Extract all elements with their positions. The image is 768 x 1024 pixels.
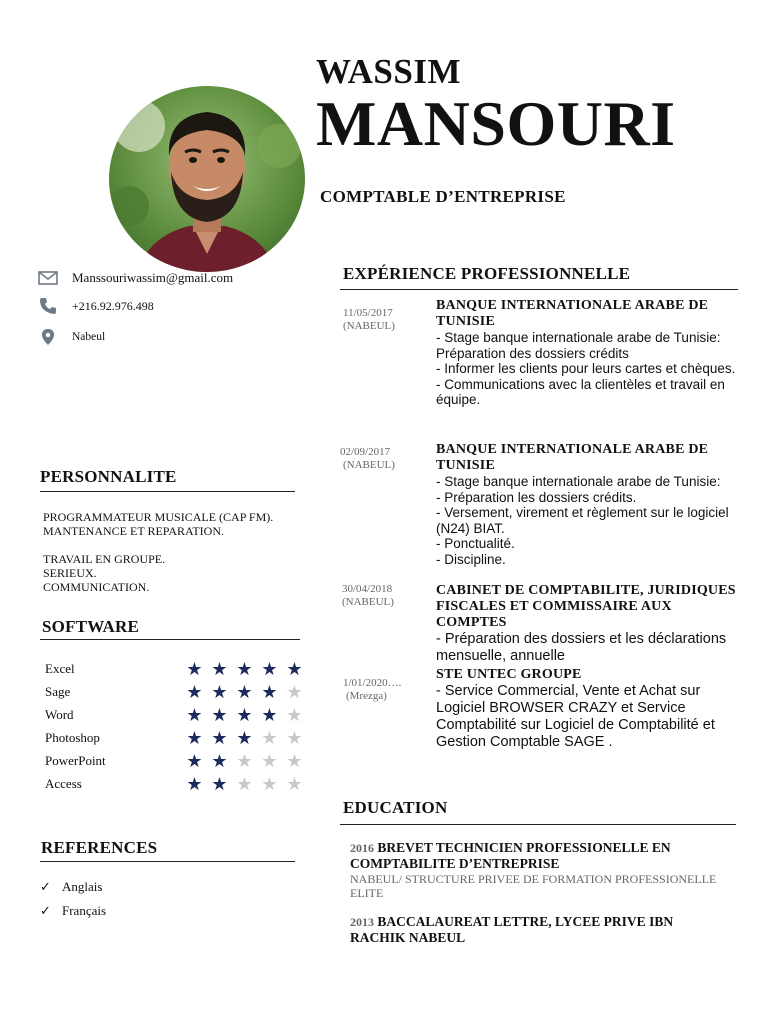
experience-line: - Stage banque internationale arabe de Tunisie: — [436, 330, 721, 345]
personnalite-line: COMMUNICATION. — [43, 580, 150, 594]
star-icon: ★ — [261, 750, 278, 771]
software-item — [45, 657, 305, 680]
star-icon: ★ — [261, 727, 278, 748]
phone-text: +216.92.976.498 — [72, 298, 154, 313]
personnalite-list — [43, 510, 303, 594]
last-name: MANSOURI — [316, 88, 676, 159]
experience-date-text: 11/05/2017 — [343, 307, 393, 319]
profile-photo — [109, 86, 305, 272]
contact-location — [38, 327, 105, 347]
experience-date — [340, 307, 435, 333]
personnalite-line: MANTENANCE ET REPARATION. — [43, 524, 225, 538]
experience-date — [340, 583, 435, 609]
experience-item — [436, 667, 738, 751]
experience-item — [436, 583, 738, 665]
education-year: 2016 — [350, 841, 374, 855]
references-divider — [40, 861, 295, 862]
software-rating — [185, 683, 304, 701]
software-item — [45, 772, 305, 795]
star-icon: ★ — [186, 727, 203, 748]
star-icon: ★ — [261, 773, 278, 794]
star-icon: ★ — [211, 704, 228, 725]
star-icon: ★ — [236, 727, 253, 748]
first-name: WASSIM — [316, 52, 461, 91]
software-rating — [185, 706, 304, 724]
personnalite-divider — [40, 491, 295, 492]
software-divider — [40, 639, 300, 640]
education-institution: NABEUL/ STRUCTURE PRIVEE DE FORMATION PROFESSIONELLE ELITE — [350, 872, 717, 900]
software-name: Excel — [45, 660, 75, 676]
star-icon: ★ — [236, 704, 253, 725]
software-rating — [185, 729, 304, 747]
software-name: Photoshop — [45, 729, 100, 745]
software-item — [45, 749, 305, 772]
software-name: Access — [45, 775, 82, 791]
education-item — [350, 840, 730, 900]
job-title: COMPTABLE D’ENTREPRISE — [320, 187, 566, 206]
phone-icon — [38, 297, 58, 315]
star-icon: ★ — [236, 658, 253, 679]
personnalite-line: SERIEUX. — [43, 566, 97, 580]
software-name: PowerPoint — [45, 752, 106, 768]
star-icon: ★ — [186, 773, 203, 794]
star-icon: ★ — [261, 658, 278, 679]
experience-date-text: 1/01/2020…. — [343, 677, 402, 689]
star-icon: ★ — [211, 658, 228, 679]
experience-date — [340, 677, 435, 703]
email-text: Manssouriwassim@gmail.com — [72, 270, 234, 285]
star-icon: ★ — [211, 681, 228, 702]
experience-place: (Mrezga) — [346, 690, 387, 702]
reference-label: Français — [62, 903, 107, 918]
software-item — [45, 726, 305, 749]
experience-company: BANQUE INTERNATIONALE ARABE DE TUNISIE — [436, 442, 709, 473]
experience-line: - Ponctualité. — [436, 536, 515, 551]
software-name: Sage — [45, 683, 71, 699]
star-icon: ★ — [211, 750, 228, 771]
star-icon: ★ — [186, 658, 203, 679]
contact-email[interactable] — [38, 268, 233, 288]
reference-item — [40, 876, 102, 898]
experience-item — [436, 442, 738, 567]
contact-phone[interactable] — [38, 296, 154, 316]
software-rating — [185, 660, 304, 678]
star-icon: ★ — [186, 704, 203, 725]
portrait-illustration — [109, 86, 305, 272]
experience-place: (NABEUL) — [343, 320, 395, 332]
star-icon: ★ — [286, 727, 303, 748]
experience-date — [340, 446, 435, 472]
reference-label: Anglais — [62, 879, 103, 894]
experience-item — [436, 298, 738, 408]
check-icon: ✓ — [40, 903, 51, 918]
star-icon: ★ — [236, 773, 253, 794]
star-icon: ★ — [286, 773, 303, 794]
software-rating — [185, 775, 304, 793]
education-divider — [340, 824, 736, 825]
star-icon: ★ — [261, 704, 278, 725]
experience-line: - Préparation les dossiers crédits. — [436, 489, 637, 505]
star-icon: ★ — [286, 750, 303, 771]
star-icon: ★ — [286, 704, 303, 725]
experience-line: - Discipline. — [436, 551, 506, 567]
star-icon: ★ — [186, 681, 203, 702]
star-icon: ★ — [261, 681, 278, 702]
check-icon: ✓ — [40, 879, 51, 894]
education-heading: EDUCATION — [343, 798, 448, 817]
software-rating — [185, 752, 304, 770]
star-icon: ★ — [211, 727, 228, 748]
personnalite-line: TRAVAIL EN GROUPE. — [43, 552, 166, 566]
experience-company: BANQUE INTERNATIONALE ARABE DE TUNISIE — [436, 298, 709, 329]
star-icon: ★ — [286, 681, 303, 702]
experience-line: - Stage banque internationale arabe de Tunisie: — [436, 474, 721, 489]
personnalite-spacer — [43, 538, 303, 552]
education-item — [350, 914, 730, 946]
references-heading: REFERENCES — [41, 838, 158, 857]
star-icon: ★ — [236, 681, 253, 702]
experience-place: (NABEUL) — [342, 596, 394, 608]
experience-divider — [340, 289, 738, 290]
reference-item — [40, 900, 106, 922]
experience-line: - Préparation des dossiers et les déclarations mensuelle, annuelle — [436, 631, 727, 664]
experience-company: CABINET DE COMPTABILITE, JURIDIQUES FISCALES ET COMMISSAIRE AUX COMPTES — [436, 583, 736, 630]
experience-heading: EXPÉRIENCE PROFESSIONNELLE — [343, 264, 631, 283]
experience-line: Préparation des dossiers crédits — [436, 345, 629, 361]
star-icon: ★ — [286, 658, 303, 679]
software-heading: SOFTWARE — [42, 617, 140, 636]
experience-line: - Service Commercial, Vente et Achat sur Logiciel BROWSER CRAZY et Service Comptabilité sur Logiciel de Comptabilité et Gestion Comptable SAGE . — [436, 683, 715, 750]
software-item — [45, 680, 305, 703]
experience-line: - Informer les clients pour leurs cartes et chèques. — [436, 361, 736, 376]
education-year: 2013 — [350, 915, 374, 929]
envelope-icon — [38, 269, 58, 287]
experience-line: - Communications avec la clientèles et travail en équipe. — [436, 376, 725, 407]
personnalite-line: PROGRAMMATEUR MUSICALE (CAP FM). — [43, 510, 274, 524]
personnalite-heading: PERSONNALITE — [40, 467, 177, 486]
star-icon: ★ — [236, 750, 253, 771]
experience-line: - Versement, virement et règlement sur le logiciel (N24) BIAT. — [436, 505, 729, 536]
experience-company: STE UNTEC GROUPE — [436, 667, 582, 682]
experience-place: (NABEUL) — [343, 459, 395, 471]
star-icon: ★ — [211, 773, 228, 794]
star-icon: ★ — [186, 750, 203, 771]
map-pin-icon — [38, 328, 58, 346]
location-text: Nabeul — [72, 331, 106, 343]
education-title: BREVET TECHNICIEN PROFESSIONELLE EN COMPTABILITE D’ENTREPRISE — [350, 840, 671, 871]
education-title: BACCALAUREAT LETTRE, LYCEE PRIVE IBN RACHIK NABEUL — [350, 914, 674, 945]
software-name: Word — [45, 706, 74, 722]
software-item — [45, 703, 305, 726]
experience-date-text: 02/09/2017 — [340, 446, 391, 458]
experience-date-text: 30/04/2018 — [342, 583, 393, 595]
